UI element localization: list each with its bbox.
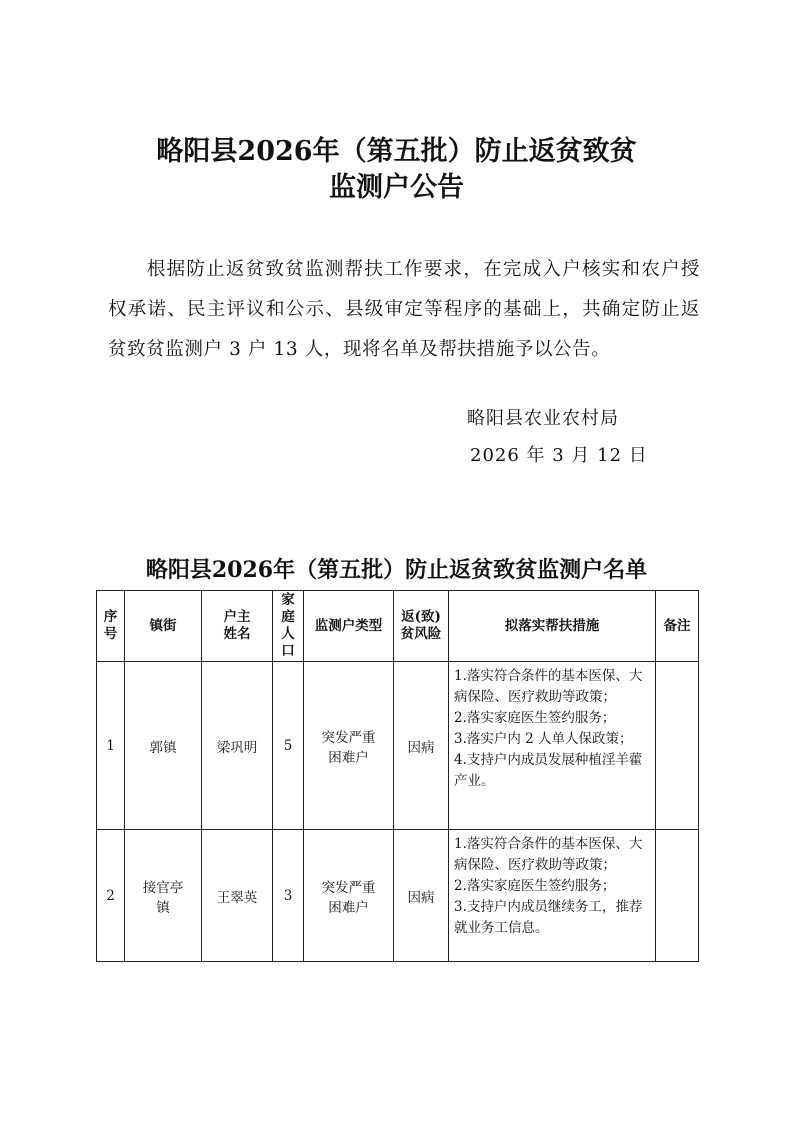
table-title: 略阳县2026年（第五批）防止返贫致贫监测户名单 [145,557,648,583]
cell-measures [449,830,656,962]
header-size: 家庭人口 [273,591,304,662]
issuer: 略阳县农业农村局 [467,408,619,429]
announcement-title-line2: 监测户公告 [329,172,464,203]
header-risk: 返(致)贫风险 [394,591,449,662]
cell-type: 突发严重困难户 [304,830,394,962]
measure-item: 1.落实符合条件的基本医保、大病保险、医疗救助等政策； [454,836,643,873]
cell-size: 3 [273,830,304,962]
issue-date: 2026 年 3 月 12 日 [470,445,648,466]
header-note: 备注 [656,591,699,662]
cell-size: 5 [273,662,304,830]
cell-measures [449,662,656,830]
header-no: 序号 [97,591,125,662]
header-measures: 拟落实帮扶措施 [449,591,656,662]
cell-note [656,662,699,830]
cell-head: 王翠英 [202,830,273,962]
monitoring-households-table [96,590,699,962]
cell-town: 接官亭镇 [125,830,202,962]
cell-head: 梁巩明 [202,662,273,830]
measure-item: 2.落实家庭医生签约服务； [454,710,616,726]
cell-note [656,830,699,962]
announcement-title-line1: 略阳县2026年（第五批）防止返贫致贫 [156,136,637,167]
cell-no: 1 [97,662,125,830]
measure-item: 3.落实户内 2 人单人保政策； [454,731,633,747]
measure-item: 1.落实符合条件的基本医保、大病保险、医疗救助等政策； [454,668,643,705]
header-type: 监测户类型 [304,591,394,662]
measure-item: 4.支持户内成员发展种植淫羊藿产业。 [454,752,643,789]
cell-type: 突发严重困难户 [304,662,394,830]
cell-no: 2 [97,830,125,962]
measure-item: 2.落实家庭医生签约服务； [454,878,616,894]
cell-town: 郭镇 [125,662,202,830]
table-row [97,830,699,962]
table-header-row [97,591,699,662]
cell-risk: 因病 [394,662,449,830]
header-head: 户主姓名 [202,591,273,662]
table-row [97,662,699,830]
cell-risk: 因病 [394,830,449,962]
announcement-body: 根据防止返贫致贫监测帮扶工作要求，在完成入户核实和农户授权承诺、民主评议和公示、县级审定等程序的基础上，共确定防止返贫致贫监测户 3 户 13 人，现将名单及帮扶措施予以公告。 [108,259,700,360]
measure-item: 3.支持户内成员继续务工，推荐就业务工信息。 [454,899,643,936]
header-town: 镇街 [125,591,202,662]
